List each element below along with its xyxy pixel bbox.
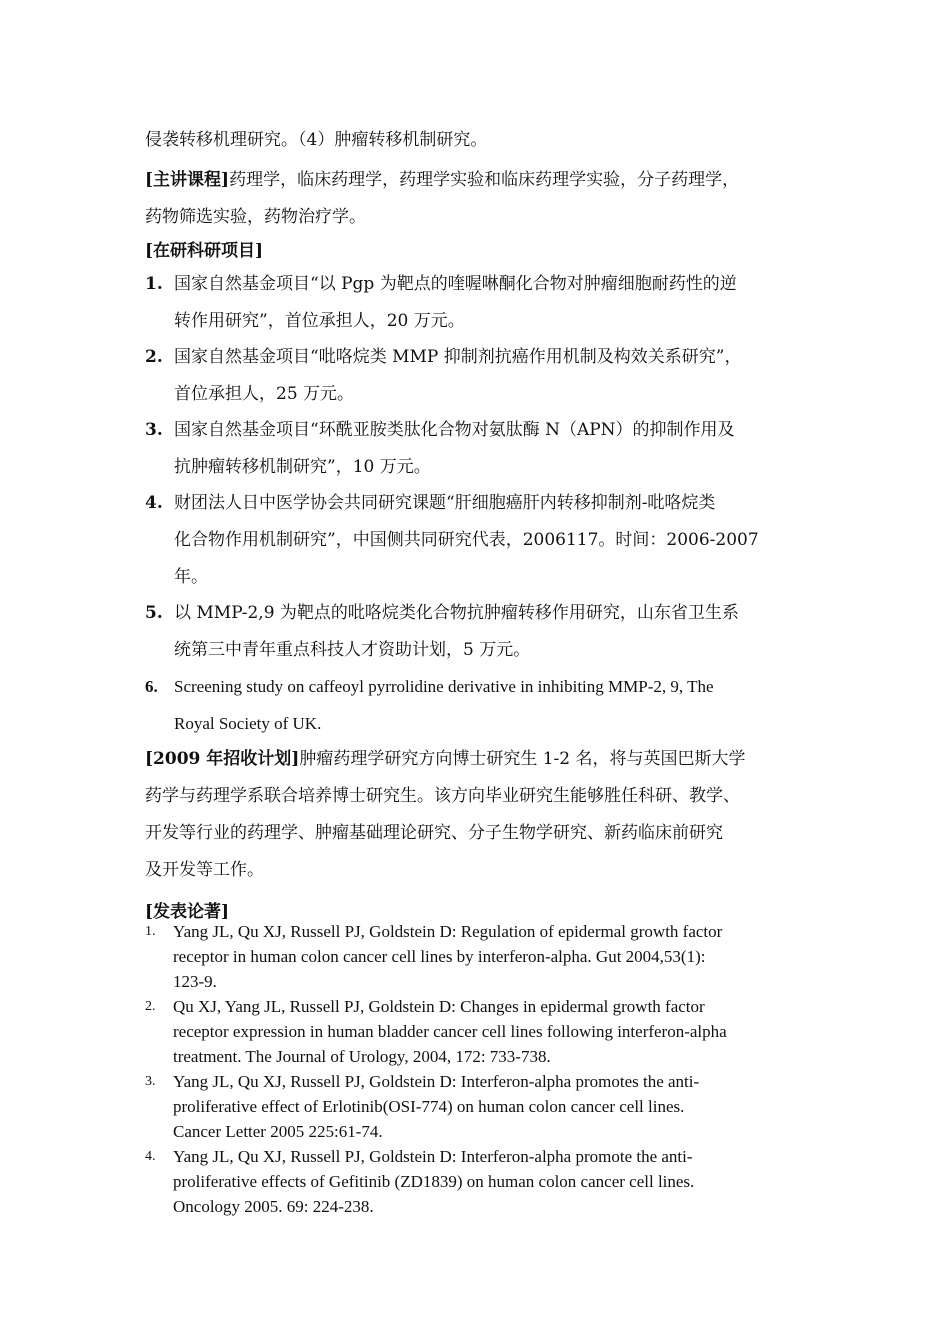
project-line: 年。 — [174, 567, 208, 587]
project-line: 以 MMP-2,9 为靶点的吡咯烷类化合物抗肿瘤转移作用研究，山东省卫生系 — [174, 603, 739, 623]
project-number: 2. — [145, 347, 163, 367]
enrollment-line-2: 药学与药理学系联合培养博士研究生。该方向毕业研究生能够胜任科研、教学、 — [145, 786, 740, 806]
project-line: 转作用研究”，首位承担人，20 万元。 — [174, 311, 465, 331]
project-line: 化合物作用机制研究”，中国侧共同研究代表，2006117。时间：2006-2007 — [174, 530, 759, 550]
publication-line: Yang JL, Qu XJ, Russell PJ, Goldstein D: Regulation of epidermal growth factor — [173, 922, 723, 941]
project-item-6 — [145, 668, 825, 742]
enrollment-line-3: 开发等行业的药理学、肿瘤基础理论研究、分子生物学研究、新药临床前研究 — [145, 823, 723, 843]
publication-line: Yang JL, Qu XJ, Russell PJ, Goldstein D: Interferon-alpha promotes the anti- — [173, 1072, 700, 1091]
courses-heading: [主讲课程] — [145, 170, 230, 190]
publication-line: Yang JL, Qu XJ, Russell PJ, Goldstein D: Interferon-alpha promote the anti- — [173, 1147, 693, 1166]
enrollment-line-4: 及开发等工作。 — [145, 860, 264, 880]
publications-heading: [发表论著] — [145, 902, 230, 922]
publication-item-3 — [145, 1069, 825, 1144]
courses-line-1 — [145, 162, 825, 199]
project-number: 6. — [145, 677, 158, 696]
project-item-3 — [145, 412, 825, 486]
project-line: 国家自然基金项目“吡咯烷类 MMP 抑制剂抗癌作用机制及构效关系研究”， — [174, 347, 742, 367]
project-line: 抗肿瘤转移机制研究”，10 万元。 — [174, 457, 431, 477]
courses-line-2: 药物筛选实验，药物治疗学。 — [145, 207, 366, 227]
publication-line: Qu XJ, Yang JL, Russell PJ, Goldstein D: Changes in epidermal growth factor — [173, 997, 705, 1016]
enrollment-text-1: 肿瘤药理学研究方向博士研究生 1-2 名，将与英国巴斯大学 — [299, 749, 746, 769]
project-item-4 — [145, 485, 825, 596]
project-number: 1. — [145, 274, 163, 294]
publication-item-2 — [145, 994, 825, 1069]
publication-line: proliferative effect of Erlotinib(OSI-774) on human colon cancer cell lines. — [173, 1097, 685, 1116]
publication-line: Oncology 2005. 69: 224-238. — [173, 1197, 374, 1216]
projects-heading: [在研科研项目] — [145, 241, 264, 261]
publication-number: 1. — [145, 924, 156, 939]
project-item-1 — [145, 266, 825, 340]
publication-line: receptor expression in human bladder cancer cell lines following interferon-alpha — [173, 1022, 727, 1041]
publication-line: proliferative effects of Gefitinib (ZD1839) on human colon cancer cell lines. — [173, 1172, 695, 1191]
publication-number: 3. — [145, 1074, 156, 1089]
publication-item-1 — [145, 919, 825, 994]
publication-line: treatment. The Journal of Urology, 2004, 172: 733-738. — [173, 1047, 551, 1066]
project-number: 5. — [145, 603, 163, 623]
project-line: 国家自然基金项目“环酰亚胺类肽化合物对氨肽酶 N（APN）的抑制作用及 — [174, 420, 735, 440]
project-line: 国家自然基金项目“以 Pgp 为靶点的喹喔啉酮化合物对肿瘤细胞耐药性的逆 — [174, 274, 737, 294]
publication-line: receptor in human colon cancer cell lines by interferon-alpha. Gut 2004,53(1): — [173, 947, 706, 966]
enrollment-section — [145, 741, 825, 889]
project-line: 财团法人日中医学协会共同研究课题“肝细胞癌肝内转移抑制剂-吡咯烷类 — [174, 493, 716, 513]
project-item-2 — [145, 339, 825, 413]
publication-line: Cancer Letter 2005 225:61-74. — [173, 1122, 383, 1141]
intro-line: 侵袭转移机理研究。（4）肿瘤转移机制研究。 — [145, 130, 488, 150]
project-item-5 — [145, 595, 825, 669]
enrollment-heading: [2009 年招收计划] — [145, 749, 300, 769]
courses-text-1: 药理学，临床药理学，药理学实验和临床药理学实验，分子药理学， — [229, 170, 740, 190]
publication-line: 123-9. — [173, 972, 217, 991]
publication-number: 4. — [145, 1149, 156, 1164]
publication-number: 2. — [145, 999, 156, 1014]
project-line: Screening study on caffeoyl pyrrolidine derivative in inhibiting MMP-2, 9, The — [174, 677, 714, 696]
project-line: 统第三中青年重点科技人才资助计划，5 万元。 — [174, 640, 531, 660]
project-number: 3. — [145, 420, 163, 440]
publication-item-4 — [145, 1144, 825, 1219]
project-number: 4. — [145, 493, 163, 513]
project-line: Royal Society of UK. — [174, 714, 322, 733]
courses-section — [145, 162, 825, 236]
project-line: 首位承担人，25 万元。 — [174, 384, 355, 404]
enrollment-line-1 — [145, 741, 825, 778]
